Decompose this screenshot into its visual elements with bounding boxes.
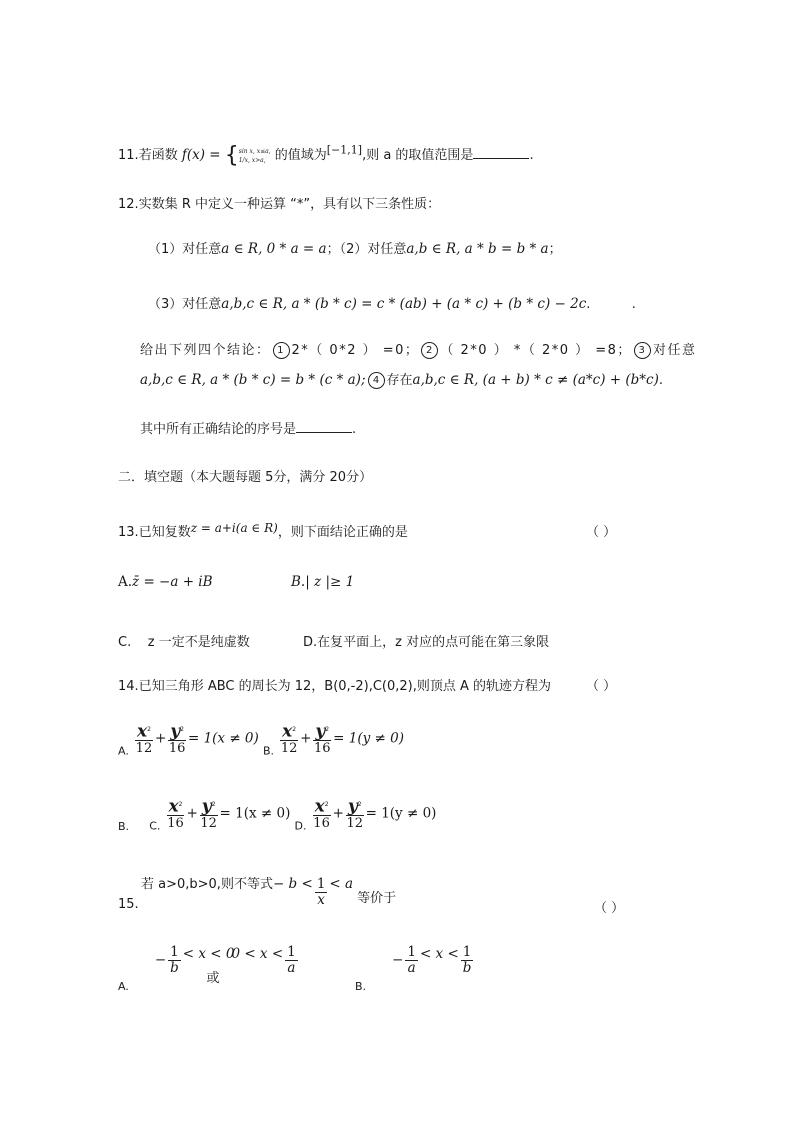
q12-question-line — [140, 418, 356, 437]
q12-p3-end: . . — [586, 297, 636, 312]
q14-optA-d1: 12 — [135, 741, 153, 757]
q12-c2-text: （ 2*0 ） *（ 2*0 ） =8； — [440, 343, 632, 358]
q14-optD-frac-y — [346, 797, 364, 831]
q12-c1-mark: 1 — [273, 342, 290, 359]
q15-optA-m2: < x < 0 — [182, 946, 235, 962]
q14-optA-x-sq: 2 — [147, 726, 151, 733]
q14-optA-frac-y — [168, 722, 186, 756]
q15-optB-num: 1 — [407, 944, 416, 960]
q15-optB — [355, 945, 475, 993]
q12-conclusions-line2 — [140, 369, 663, 389]
q14-optC-y: y — [201, 796, 212, 817]
q14-options-cd: $_{B.}$ $_{C.}$ $\frac{x^2}{16}$ + $\frac{y^2}{12}$ = 1(x ≠ 0) $_{D.}$ $\frac{x^2}{16}$ + $\frac{y^2}{12}$ = 1(y ≠ 0) — [118, 796, 437, 833]
q12-properties-1-2 — [148, 238, 562, 257]
q15-optA-den2: a — [287, 960, 296, 976]
q13-optD[interactable]: D.在复平面上，z 对应的点可能在第三象限 — [303, 635, 550, 650]
q15-stem — [141, 873, 396, 908]
q15-optB-label[interactable]: B. — [355, 980, 367, 993]
q14-optA-frac-x — [135, 722, 153, 756]
q11-text-c: ,则 a 的取值范围是 — [362, 148, 474, 163]
q11-piece2: 1/x, x>a, — [238, 156, 266, 164]
q13-stem — [118, 521, 408, 540]
q12-p1-math: a ∈ R, 0 * a = a — [221, 241, 327, 257]
q14-optB-label[interactable]: B. — [262, 744, 274, 758]
q14-optD-d2: 12 — [346, 816, 363, 832]
q15-optA-m1: − — [154, 952, 167, 968]
q12-c4-end: . — [658, 373, 663, 388]
q12-c1-text: 2*（ 0*2 ） =0； — [291, 343, 420, 358]
q14-optC-frac-x — [167, 797, 185, 831]
q14-optC-label[interactable]: C. — [149, 819, 161, 833]
q12-p1-label: （1）对任意 — [148, 242, 222, 257]
q14-optD-x: x — [314, 796, 325, 817]
q12-intro: 实数集 R 中定义一种运算 “*”，具有以下三条性质： — [138, 197, 441, 212]
q15-ineq-right: < a — [329, 876, 354, 892]
q15-optB-den: a — [407, 960, 416, 976]
q15-ineq-frac — [315, 877, 328, 908]
q14-optB-frac-y — [313, 722, 331, 756]
q14-optD-x-sq: 2 — [324, 801, 329, 808]
q11-number: 11. — [118, 148, 139, 163]
q14-optD-y-sq: 2 — [357, 801, 362, 808]
q15-optA-den: b — [170, 960, 179, 976]
q14-optA-cond: = 1(x ≠ 0) — [187, 730, 259, 747]
q15-ineq-den: x — [317, 892, 325, 908]
q12-c4-mark: 4 — [368, 372, 385, 389]
q15-paren: （ ） — [594, 901, 625, 916]
q12-c3-math: a,b,c ∈ R, a * (b * c) = b * (c * a); — [140, 372, 366, 388]
q14-optC-x-sq: 2 — [178, 801, 183, 808]
q15-optA-label[interactable]: A. — [118, 980, 129, 993]
q15-optB-num2: 1 — [462, 944, 472, 960]
q15-text-a: 若 a>0,b>0,则不等式 — [141, 877, 273, 892]
q11-text-b: 的值域为 — [274, 148, 327, 163]
q13-optB — [291, 574, 354, 590]
q13-optA-math: z̄ = −a + iB — [132, 574, 213, 590]
q13-text-b: ，则下面结论正确的是 — [277, 525, 408, 540]
q15-optB-frac1 — [405, 945, 418, 976]
q15-ineq-num: 1 — [316, 876, 326, 892]
q11-end: . — [529, 148, 534, 163]
q14-optC-d2: 12 — [200, 816, 217, 832]
q13-options-ab — [118, 574, 213, 590]
q11-range: [−1,1] — [326, 143, 363, 157]
q14-optD-y: y — [347, 796, 358, 817]
q14-paren: （ ） — [586, 679, 617, 694]
q14-optD-cond: = 1(y ≠ 0) — [365, 805, 437, 822]
q12-c3-mark: 3 — [634, 342, 651, 359]
q14-optD-label[interactable]: D. — [294, 819, 307, 833]
q15-optB-m1: − — [392, 952, 404, 968]
q12-c4-math: a,b,c ∈ R, (a + b) * c ≠ (a*c) + (b*c) — [412, 372, 659, 388]
q14-optB-y: y — [315, 721, 326, 742]
q14-optB2-label[interactable]: B. — [118, 819, 130, 833]
q13-optA-label[interactable]: A. — [118, 574, 133, 590]
q12-p2-math: a,b ∈ R, a * b = b * a — [406, 241, 549, 257]
q11-piece1: sin x, x≤a, — [238, 147, 271, 155]
q11-answer-blank[interactable] — [473, 146, 529, 159]
q11-text-a: 若函数 — [138, 148, 178, 163]
q14-optC-y-sq: 2 — [211, 801, 216, 808]
q12-conclusions-line1 — [140, 339, 696, 359]
q12-p2-label: ；（2）对任意 — [326, 242, 407, 257]
q14-optC-d1: 16 — [167, 816, 184, 832]
q14-optB-x-sq: 2 — [292, 726, 297, 733]
q15-optB-den2: b — [462, 960, 472, 976]
q12-end: . — [352, 422, 357, 437]
q13-number: 13. — [118, 525, 139, 540]
q12-c2-mark: 2 — [421, 342, 438, 359]
q15-optB-m2: < x < — [419, 946, 459, 962]
q15-optA — [118, 945, 300, 993]
q11-brace: { — [224, 143, 239, 168]
q15-optA-num2: 1 — [287, 944, 296, 960]
q12-number: 12. — [118, 197, 139, 212]
q15-optA-num: 1 — [170, 944, 179, 960]
q12-p2-end: ； — [548, 242, 562, 257]
q15-optA-frac2 — [285, 945, 298, 976]
q14-optA-d2: 16 — [168, 741, 186, 757]
q14-optB-y-sq: 2 — [325, 726, 330, 733]
q14-optB-d2: 16 — [313, 741, 331, 757]
q12-question: 其中所有正确结论的序号是 — [140, 422, 297, 437]
q14-optD-frac-x — [313, 797, 331, 831]
q15-optB-frac2 — [461, 945, 474, 976]
q14-optC-frac-y — [200, 797, 218, 831]
q15-optA-or: 或 — [206, 971, 220, 986]
q15-ineq-left: − b < — [272, 876, 313, 892]
section2-title: 二．填空题（本大题每题 5分，满分 20分） — [118, 470, 373, 485]
q12-p3-label: （3）对任意 — [148, 297, 222, 312]
q14-text: 已知三角形 ABC 的周长为 12，B(0,-2),C(0,2),则顶点 A 的轨迹方程为 — [138, 679, 552, 694]
q12-c4-text: 存在 — [386, 373, 413, 388]
q14-optB-frac-x — [280, 722, 298, 756]
q14-optB-cond: = 1(y ≠ 0) — [333, 730, 404, 747]
q14-stem — [118, 675, 551, 694]
q15-optA-frac1 — [168, 945, 181, 976]
q14-optA-label[interactable]: A. — [118, 744, 129, 758]
q13-optC[interactable]: C. z 一定不是纯虚数 — [118, 635, 250, 650]
q12-conclusions-intro: 给出下列四个结论： — [140, 343, 271, 358]
q14-number: 14. — [118, 679, 139, 694]
q13-optB-math: | z |≥ 1 — [305, 574, 355, 590]
q13-text-a: 已知复数 — [138, 525, 191, 540]
q15-text-b: 等价于 — [357, 891, 397, 906]
q13-math: z = a+i(a ∈ R) — [190, 521, 278, 535]
q14-optA-y-sq: 2 — [180, 726, 184, 733]
q11 — [118, 143, 534, 168]
q11-func: f(x) = — [181, 147, 221, 163]
q14-optA-y: y — [170, 721, 181, 742]
q14-optB-x: x — [282, 721, 293, 742]
q14-optD-d1: 16 — [313, 816, 330, 832]
q11-pieces — [239, 147, 271, 165]
q14-optA-x: x — [136, 721, 148, 742]
q12-p3-math: a,b,c ∈ R, a * (b * c) = c * (ab) + (a * c) + (b * c) − 2c — [221, 296, 587, 312]
q15-optA-m3: 0 < x < — [231, 946, 284, 962]
q14-optC-x: x — [168, 796, 179, 817]
q12-answer-blank[interactable] — [296, 420, 352, 433]
q12-property-3 — [148, 293, 636, 312]
q12-c3-text: 对任意 — [652, 343, 697, 358]
q13-optB-label[interactable]: B. — [291, 574, 306, 590]
q15-number: 15. — [118, 897, 139, 912]
q12-intro-line — [118, 193, 440, 212]
q13-paren: （ ） — [586, 525, 617, 540]
q14-optC-cond: = 1(x ≠ 0) — [219, 805, 291, 822]
q14-options-ab: $_{A.}$ $\frac{x^2}{12}$ + $\frac{y^2}{16}$ = 1(x ≠ 0) $_{B.}$ $\frac{x^2}{12}$ + $\frac{y^2}{16}$ = 1(y ≠ 0) — [118, 721, 404, 758]
q14-optB-d1: 12 — [280, 741, 298, 757]
